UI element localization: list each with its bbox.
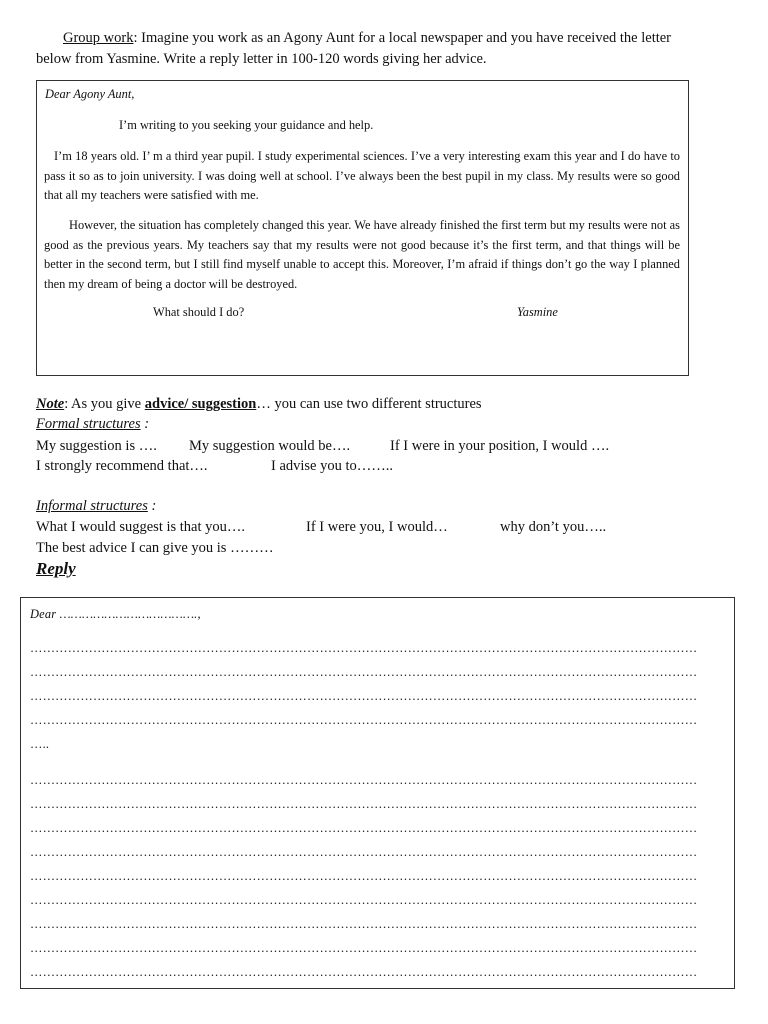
formal-heading: [36, 414, 149, 434]
note-text-a: : As you give: [64, 396, 145, 412]
reply-line-short[interactable]: …..: [30, 737, 50, 751]
informal-row-1: [36, 517, 736, 537]
reply-box[interactable]: [20, 597, 735, 989]
note-keyword: advice/ suggestion: [144, 396, 257, 412]
reply-line[interactable]: ……………………………………………………………………………………………………………………………………………: [30, 941, 698, 955]
letter-opening: I’m writing to you seeking your guidance and help.: [119, 118, 374, 132]
informal-item-4: The best advice I can give you is ………: [36, 540, 274, 556]
reply-line[interactable]: ……………………………………………………………………………………………………………………………………………: [30, 869, 698, 883]
reply-title: Reply: [36, 559, 76, 578]
formal-heading-colon: :: [140, 416, 150, 432]
informal-heading: [36, 496, 156, 516]
task-text-1: : Imagine you work as an Agony Aunt for a local newspaper and you have received the letter: [133, 30, 672, 46]
letter-salutation: Dear Agony Aunt,: [45, 87, 135, 101]
formal-heading-text: Formal structures: [36, 416, 141, 432]
reply-line[interactable]: ……………………………………………………………………………………………………………………………………………: [30, 821, 698, 835]
informal-item-1: What I would suggest is that you….: [36, 519, 246, 535]
reply-line[interactable]: ……………………………………………………………………………………………………………………………………………: [30, 965, 698, 979]
formal-item-5: I advise you to……..: [271, 458, 394, 474]
letter-paragraph-1: I’m 18 years old. I’ m a third year pupil. I study experimental sciences. I’ve a very interesting exam this year and I do have to pass it so as to join university. I was doing well at school. I’ve always been the best pupil in my class. My results were so good that all my teachers were satisfied with me.: [44, 149, 680, 202]
reply-line[interactable]: ……………………………………………………………………………………………………………………………………………: [30, 797, 698, 811]
formal-item-1: My suggestion is ….: [36, 438, 157, 454]
informal-item-3: why don’t you…..: [500, 519, 607, 535]
informal-heading-text: Informal structures: [36, 498, 148, 514]
letter-box: [36, 80, 689, 376]
formal-row-1: [36, 436, 736, 456]
reply-line[interactable]: ……………………………………………………………………………………………………………………………………………: [30, 641, 698, 655]
note-label: Note: [36, 396, 65, 412]
informal-heading-colon: :: [147, 498, 157, 514]
reply-line[interactable]: ……………………………………………………………………………………………………………………………………………: [30, 773, 698, 787]
task-instructions: [36, 28, 726, 70]
reply-line[interactable]: ……………………………………………………………………………………………………………………………………………: [30, 665, 698, 679]
note-text-b: … you can use two different structures: [256, 396, 482, 412]
reply-line[interactable]: ……………………………………………………………………………………………………………………………………………: [30, 917, 698, 931]
reply-line[interactable]: ……………………………………………………………………………………………………………………………………………: [30, 893, 698, 907]
informal-item-2: If I were you, I would…: [306, 519, 448, 535]
task-text-2: below from Yasmine. Write a reply letter in 100-120 words giving her advice.: [36, 51, 487, 67]
note-line: [36, 394, 482, 414]
formal-item-2: My suggestion would be….: [189, 438, 351, 454]
reply-dear-line[interactable]: Dear ……………………………….,: [30, 607, 201, 621]
formal-item-4: I strongly recommend that….: [36, 458, 208, 474]
reply-line[interactable]: ……………………………………………………………………………………………………………………………………………: [30, 845, 698, 859]
reply-line[interactable]: ……………………………………………………………………………………………………………………………………………: [30, 689, 698, 703]
formal-row-2: [36, 456, 736, 476]
letter-question: What should I do?: [153, 305, 245, 319]
formal-item-3: If I were in your position, I would ….: [390, 438, 610, 454]
reply-line[interactable]: ……………………………………………………………………………………………………………………………………………: [30, 713, 698, 727]
task-label: Group work: [63, 30, 134, 46]
letter-paragraph-2: However, the situation has completely changed this year. We have already finished the first term but my results were not as good as the previous years. My teachers say that my results were not good because it’s the first term, and that things will be better in the second term, but I still find myself unable to accept this. Moreover, I’m afraid if things don’t go the way I planned then my dream of being a doctor will be destroyed.: [44, 218, 680, 291]
letter-signature: Yasmine: [517, 305, 558, 319]
